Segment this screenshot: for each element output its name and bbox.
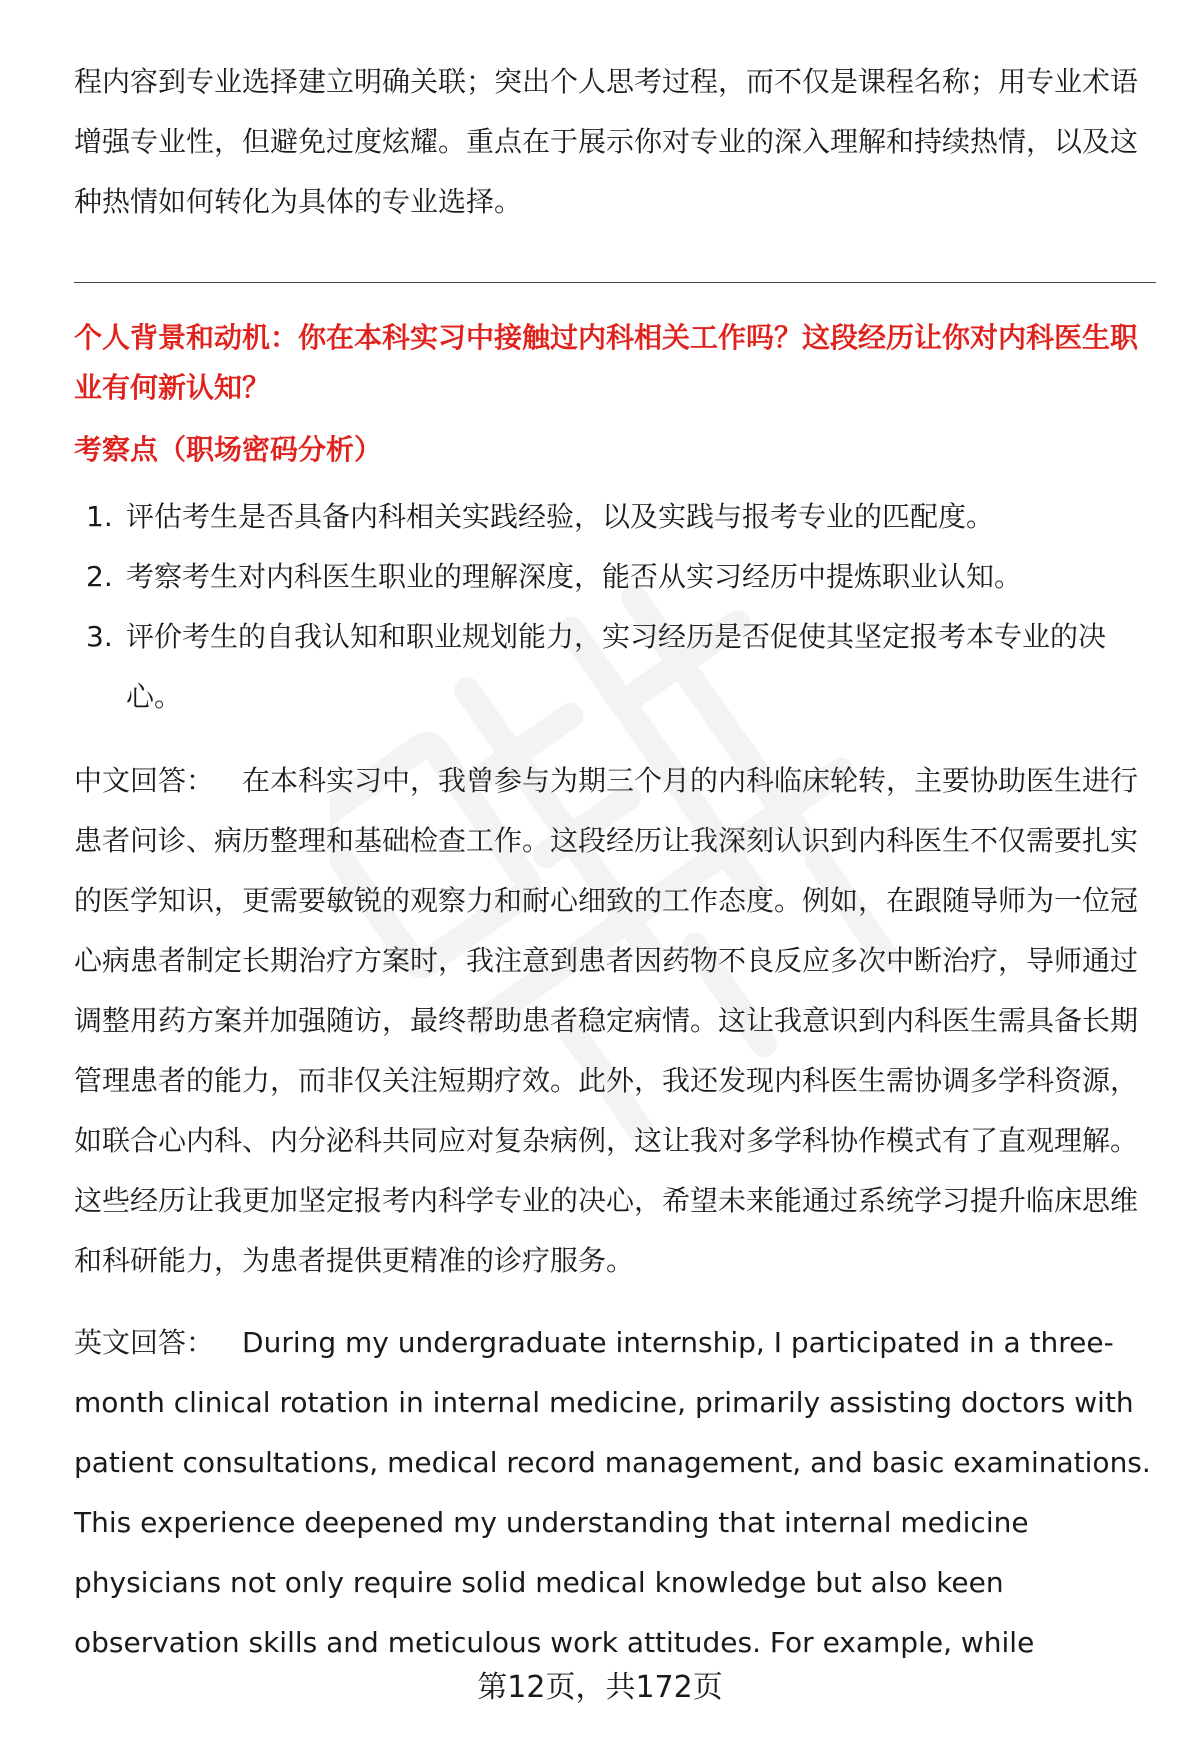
list-item — [74, 487, 1156, 547]
question-heading: 个人背景和动机：你在本科实习中接触过内科相关工作吗？这段经历让你对内科医生职业有何新认知？ — [74, 321, 1139, 404]
chinese-answer — [74, 751, 1156, 1291]
list-item — [74, 547, 1156, 607]
list-item-number: 3. — [86, 620, 113, 653]
chinese-answer-label: 中文回答： — [74, 764, 215, 797]
list-item-number: 1. — [86, 500, 113, 533]
document-body — [74, 52, 1156, 1673]
assessment-points-list — [74, 487, 1156, 727]
list-item-text: 评估考生是否具备内科相关实践经验，以及实践与报考专业的匹配度。 — [126, 500, 995, 533]
chinese-answer-text: 在本科实习中，我曾参与为期三个月的内科临床轮转，主要协助医生进行患者问诊、病历整理和基础检查工作。这段经历让我深刻认识到内科医生不仅需要扎实的医学知识，更需要敏锐的观察力和耐心细致的工作态度。例如，在跟随导师为一位冠心病患者制定长期治疗方案时，我注意到患者因药物不良反应多次中断治疗，导师通过调整用药方案并加强随访，最终帮助患者稳定病情。这让我意识到内科医生需具备长期管理患者的能力，而非仅关注短期疗效。此外，我还发现内科医生需协调多学科资源，如联合心内科、内分泌科共同应对复杂病例，这让我对多学科协作模式有了直观理解。这些经历让我更加坚定报考内科学专业的决心，希望未来能通过系统学习提升临床思维和科研能力，为患者提供更精准的诊疗服务。 — [74, 764, 1139, 1277]
list-item-text: 考察考生对内科医生职业的理解深度，能否从实习经历中提炼职业认知。 — [126, 560, 1023, 593]
list-item-number: 2. — [86, 560, 113, 593]
page-number-footer: 第12页，共172页 — [477, 1670, 723, 1705]
list-item — [74, 607, 1156, 727]
english-answer — [74, 1313, 1156, 1673]
english-answer-label: 英文回答： — [74, 1326, 215, 1359]
english-answer-text: During my undergraduate internship, I participated in a three-month clinical rotation in internal medicine, primarily assisting doctors with patient consultations, medical record management, and basic examinations. This experience deepened my understanding that internal medicine physicians not only require solid medical knowledge but also keen observation skills and meticulous work attitudes. For example, while — [74, 1326, 1151, 1659]
list-item-text: 评价考生的自我认知和职业规划能力，实习经历是否促使其坚定报考本专业的决心。 — [126, 620, 1107, 713]
section-divider — [74, 282, 1156, 283]
intro-paragraph: 程内容到专业选择建立明确关联；突出个人思考过程，而不仅是课程名称；用专业术语增强专业性，但避免过度炫耀。重点在于展示你对专业的深入理解和持续热情，以及这种热情如何转化为具体的专业选择。 — [74, 65, 1139, 218]
section-title: 考察点（职场密码分析） — [74, 433, 383, 466]
